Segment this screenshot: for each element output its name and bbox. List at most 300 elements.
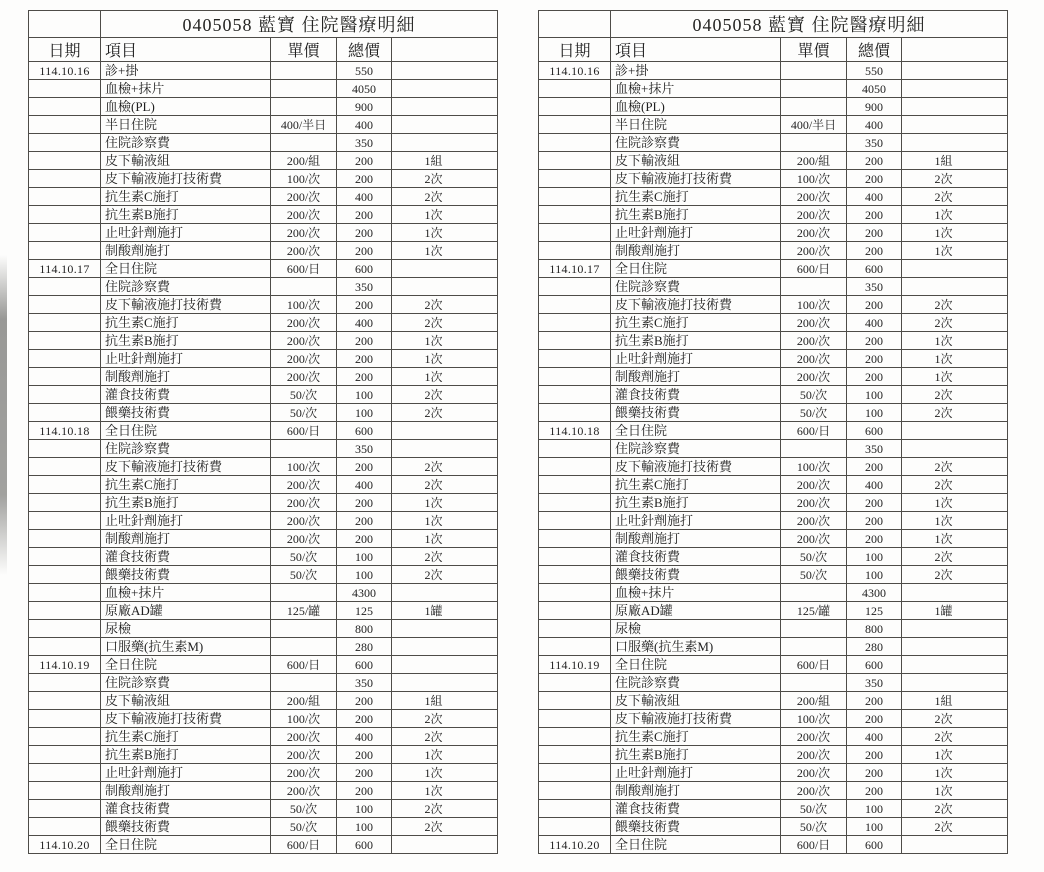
cell-unit-price [271,674,337,692]
cell-item: 皮下輸液組 [101,152,271,170]
cell-quantity: 1次 [902,206,1008,224]
cell-date [539,530,611,548]
col-header-item: 項目 [611,38,781,62]
cell-quantity: 1次 [392,764,498,782]
cell-quantity: 1次 [392,494,498,512]
cell-item: 血檢(PL) [101,98,271,116]
cell-quantity: 1次 [902,494,1008,512]
cell-date [29,728,101,746]
cell-total-price: 200 [337,170,392,188]
cell-unit-price [271,80,337,98]
cell-item: 抗生素C施打 [101,476,271,494]
cell-date: 114.10.19 [29,656,101,674]
cell-total-price: 400 [337,116,392,134]
cell-item: 全日住院 [611,422,781,440]
cell-quantity: 1次 [392,746,498,764]
cell-quantity: 1次 [392,368,498,386]
table-row [29,836,498,854]
cell-quantity: 2次 [902,458,1008,476]
cell-unit-price: 200/次 [781,350,847,368]
cell-quantity: 1次 [392,530,498,548]
cell-quantity: 1次 [902,764,1008,782]
cell-quantity [902,278,1008,296]
cell-date [539,350,611,368]
cell-item: 抗生素B施打 [611,494,781,512]
cell-item: 原廠AD罐 [101,602,271,620]
table-row [539,530,1008,548]
cell-total-price: 280 [847,638,902,656]
cell-item: 抗生素B施打 [101,746,271,764]
table-row [539,98,1008,116]
table-row [539,584,1008,602]
table-row [539,170,1008,188]
billing-table [28,10,498,854]
cell-date [539,728,611,746]
cell-quantity [902,134,1008,152]
cell-total-price: 4050 [847,80,902,98]
cell-quantity: 2次 [902,170,1008,188]
cell-item: 抗生素C施打 [611,188,781,206]
cell-item: 全日住院 [101,422,271,440]
cell-quantity: 1組 [392,152,498,170]
cell-item: 全日住院 [101,260,271,278]
cell-quantity: 1罐 [902,602,1008,620]
cell-unit-price: 200/次 [781,728,847,746]
cell-total-price: 350 [337,440,392,458]
cell-item: 制酸劑施打 [611,782,781,800]
table-row [29,566,498,584]
cell-date [539,368,611,386]
cell-quantity: 1次 [392,782,498,800]
cell-date [539,98,611,116]
cell-date [29,242,101,260]
table-row [539,494,1008,512]
cell-total-price: 100 [337,566,392,584]
table-row [29,242,498,260]
cell-item: 抗生素C施打 [101,728,271,746]
cell-item: 灌食技術費 [611,386,781,404]
cell-unit-price: 50/次 [271,386,337,404]
cell-total-price: 200 [847,746,902,764]
table-row [29,494,498,512]
cell-quantity: 2次 [392,386,498,404]
cell-total-price: 200 [337,494,392,512]
cell-item: 止吐針劑施打 [101,350,271,368]
cell-item: 制酸劑施打 [611,530,781,548]
cell-date [29,206,101,224]
cell-total-price: 100 [337,548,392,566]
cell-date [29,584,101,602]
cell-date [29,692,101,710]
table-row [539,746,1008,764]
cell-item: 餵藥技術費 [611,566,781,584]
table-row [539,404,1008,422]
cell-item: 皮下輸液施打技術費 [611,458,781,476]
cell-unit-price: 200/組 [781,152,847,170]
cell-unit-price: 200/組 [781,692,847,710]
cell-date: 114.10.16 [539,62,611,80]
cell-unit-price: 200/次 [781,746,847,764]
table-row [29,152,498,170]
cell-item: 住院診察費 [611,440,781,458]
cell-item: 血檢(PL) [611,98,781,116]
cell-item: 全日住院 [101,656,271,674]
cell-total-price: 100 [847,566,902,584]
cell-date [29,386,101,404]
cell-date [539,224,611,242]
cell-item: 口服藥(抗生素M) [101,638,271,656]
cell-quantity [902,620,1008,638]
table-row [539,134,1008,152]
cell-item: 餵藥技術費 [101,404,271,422]
table-row [29,404,498,422]
cell-total-price: 100 [337,386,392,404]
table-row [29,206,498,224]
cell-date [539,800,611,818]
cell-item: 止吐針劑施打 [101,764,271,782]
cell-date [539,746,611,764]
cell-item: 抗生素C施打 [101,314,271,332]
table-row [539,710,1008,728]
cell-date [29,404,101,422]
cell-item: 全日住院 [101,836,271,854]
cell-unit-price [271,62,337,80]
cell-quantity [392,98,498,116]
cell-quantity: 2次 [392,476,498,494]
cell-unit-price: 200/次 [271,224,337,242]
table-row [539,602,1008,620]
cell-quantity: 2次 [902,818,1008,836]
cell-total-price: 4050 [337,80,392,98]
table-row [29,818,498,836]
cell-item: 診+掛 [101,62,271,80]
cell-item: 皮下輸液施打技術費 [101,170,271,188]
cell-unit-price [271,638,337,656]
cell-item: 血檢+抹片 [101,80,271,98]
cell-date [29,458,101,476]
cell-quantity [902,584,1008,602]
cell-total-price: 200 [847,494,902,512]
cell-item: 抗生素B施打 [611,746,781,764]
billing-table-copy-right [538,10,1008,854]
table-row [539,206,1008,224]
cell-date [539,458,611,476]
cell-total-price: 350 [847,134,902,152]
cell-item: 餵藥技術費 [611,404,781,422]
cell-quantity [902,440,1008,458]
cell-unit-price: 600/日 [271,836,337,854]
cell-item: 血檢+抹片 [101,584,271,602]
cell-unit-price: 50/次 [781,566,847,584]
cell-quantity: 1次 [902,530,1008,548]
cell-total-price: 200 [337,242,392,260]
cell-unit-price: 200/次 [271,728,337,746]
cell-total-price: 400 [337,476,392,494]
table-row [29,80,498,98]
cell-date [539,296,611,314]
cell-item: 抗生素B施打 [101,494,271,512]
cell-quantity [902,62,1008,80]
cell-unit-price: 200/次 [781,332,847,350]
cell-unit-price [781,62,847,80]
cell-quantity: 2次 [392,818,498,836]
cell-unit-price: 200/次 [781,512,847,530]
cell-quantity [392,80,498,98]
cell-unit-price: 100/次 [781,170,847,188]
table-row [539,692,1008,710]
cell-date [29,674,101,692]
cell-total-price: 200 [847,764,902,782]
cell-date [29,566,101,584]
cell-item: 灌食技術費 [611,800,781,818]
cell-total-price: 200 [847,350,902,368]
cell-unit-price: 100/次 [271,710,337,728]
table-row [539,314,1008,332]
table-row [539,728,1008,746]
table-row [539,818,1008,836]
cell-date: 114.10.17 [539,260,611,278]
cell-quantity: 2次 [392,458,498,476]
cell-date [29,152,101,170]
cell-date [539,764,611,782]
cell-item: 餵藥技術費 [611,818,781,836]
cell-total-price: 200 [337,782,392,800]
table-row [29,296,498,314]
cell-unit-price: 600/日 [781,836,847,854]
cell-total-price: 200 [337,152,392,170]
cell-date [539,80,611,98]
cell-unit-price: 100/次 [781,296,847,314]
cell-total-price: 600 [847,836,902,854]
table-row [29,332,498,350]
cell-item: 制酸劑施打 [101,782,271,800]
cell-item: 止吐針劑施打 [611,224,781,242]
table-row [29,188,498,206]
cell-total-price: 600 [847,656,902,674]
cell-quantity: 2次 [392,710,498,728]
table-row [29,512,498,530]
cell-item: 抗生素B施打 [611,206,781,224]
cell-total-price: 200 [847,458,902,476]
cell-unit-price [781,278,847,296]
col-header-total-price: 總價 [337,38,392,62]
cell-unit-price: 200/次 [781,782,847,800]
cell-date [29,368,101,386]
cell-total-price: 400 [337,728,392,746]
cell-quantity: 2次 [902,296,1008,314]
table-row [539,242,1008,260]
cell-date: 114.10.16 [29,62,101,80]
cell-quantity: 2次 [392,170,498,188]
cell-unit-price: 400/半日 [271,116,337,134]
cell-item: 抗生素B施打 [101,206,271,224]
cell-quantity [902,80,1008,98]
table-row [539,224,1008,242]
cell-item: 住院診察費 [611,278,781,296]
cell-unit-price: 600/日 [271,422,337,440]
cell-total-price: 900 [337,98,392,116]
cell-total-price: 200 [847,530,902,548]
table-row [29,314,498,332]
table-row [539,674,1008,692]
cell-unit-price: 200/次 [781,314,847,332]
cell-total-price: 200 [337,710,392,728]
cell-item: 制酸劑施打 [611,242,781,260]
cell-total-price: 350 [847,440,902,458]
cell-unit-price: 200/次 [271,476,337,494]
cell-unit-price: 200/次 [271,350,337,368]
cell-unit-price: 600/日 [271,656,337,674]
cell-unit-price [781,80,847,98]
cell-total-price: 600 [337,656,392,674]
table-row [539,80,1008,98]
cell-total-price: 100 [337,800,392,818]
col-header-item: 項目 [101,38,271,62]
cell-quantity: 1罐 [392,602,498,620]
cell-quantity [902,116,1008,134]
cell-date [29,620,101,638]
table-row [539,782,1008,800]
cell-total-price: 400 [337,188,392,206]
cell-quantity: 1次 [392,206,498,224]
cell-date [29,512,101,530]
cell-quantity: 2次 [392,188,498,206]
cell-total-price: 800 [847,620,902,638]
cell-total-price: 200 [847,170,902,188]
table-row [539,386,1008,404]
cell-date [29,296,101,314]
cell-date [539,188,611,206]
cell-total-price: 200 [847,242,902,260]
cell-date [539,674,611,692]
cell-quantity: 1次 [902,368,1008,386]
cell-quantity: 2次 [902,314,1008,332]
cell-total-price: 200 [847,332,902,350]
cell-total-price: 600 [337,836,392,854]
cell-quantity [392,260,498,278]
table-row [29,710,498,728]
cell-total-price: 400 [847,188,902,206]
cell-item: 灌食技術費 [611,548,781,566]
cell-date [539,476,611,494]
cell-item: 制酸劑施打 [611,368,781,386]
cell-date [539,116,611,134]
cell-total-price: 550 [337,62,392,80]
cell-item: 全日住院 [611,260,781,278]
cell-item: 抗生素B施打 [611,332,781,350]
table-row [539,512,1008,530]
cell-unit-price: 100/次 [781,710,847,728]
cell-item: 尿檢 [611,620,781,638]
cell-date [539,782,611,800]
cell-date [539,638,611,656]
cell-date [539,710,611,728]
cell-item: 皮下輸液組 [611,152,781,170]
cell-unit-price: 200/次 [781,476,847,494]
table-row [539,350,1008,368]
table-row [29,368,498,386]
table-row [539,116,1008,134]
table-row [539,278,1008,296]
cell-unit-price: 125/罐 [781,602,847,620]
table-row [539,188,1008,206]
table-row [539,656,1008,674]
cell-quantity [392,656,498,674]
cell-date [29,476,101,494]
cell-unit-price: 200/次 [781,206,847,224]
document-title: 0405058 藍寶 住院醫療明細 [101,11,498,38]
cell-unit-price: 200/組 [271,692,337,710]
title-row [29,11,498,38]
cell-item: 住院診察費 [101,278,271,296]
table-row [539,152,1008,170]
cell-unit-price [781,440,847,458]
cell-quantity: 1次 [902,350,1008,368]
cell-total-price: 200 [337,350,392,368]
cell-item: 抗生素B施打 [101,332,271,350]
table-row [539,764,1008,782]
cell-item: 制酸劑施打 [101,242,271,260]
cell-quantity [902,98,1008,116]
cell-item: 血檢+抹片 [611,80,781,98]
cell-item: 止吐針劑施打 [101,224,271,242]
cell-unit-price: 200/次 [271,764,337,782]
cell-date [29,350,101,368]
cell-date [29,764,101,782]
cell-quantity: 2次 [902,728,1008,746]
cell-item: 皮下輸液施打技術費 [101,710,271,728]
cell-total-price: 125 [847,602,902,620]
document-title: 0405058 藍寶 住院醫療明細 [611,11,1008,38]
cell-quantity: 2次 [902,566,1008,584]
cell-unit-price: 50/次 [271,404,337,422]
cell-total-price: 200 [337,368,392,386]
table-row [539,620,1008,638]
cell-unit-price: 50/次 [271,800,337,818]
cell-total-price: 100 [847,548,902,566]
table-row [29,728,498,746]
cell-quantity: 2次 [902,404,1008,422]
cell-unit-price [271,278,337,296]
cell-total-price: 600 [337,260,392,278]
col-header-unit-price: 單價 [271,38,337,62]
cell-total-price: 350 [847,674,902,692]
cell-date [539,818,611,836]
cell-quantity: 1次 [392,512,498,530]
cell-date [29,224,101,242]
cell-unit-price: 200/次 [781,368,847,386]
cell-total-price: 200 [847,368,902,386]
cell-unit-price [781,584,847,602]
cell-total-price: 200 [337,530,392,548]
table-row [29,224,498,242]
cell-quantity [392,62,498,80]
cell-date [29,314,101,332]
cell-date [539,170,611,188]
table-row [29,656,498,674]
col-header-quantity [902,38,1008,62]
cell-date [539,440,611,458]
cell-date [29,530,101,548]
table-row [29,62,498,80]
table-row [29,98,498,116]
cell-date [29,638,101,656]
cell-unit-price [271,440,337,458]
cell-date: 114.10.20 [29,836,101,854]
table-row [29,548,498,566]
cell-item: 皮下輸液組 [611,692,781,710]
cell-unit-price: 100/次 [271,296,337,314]
